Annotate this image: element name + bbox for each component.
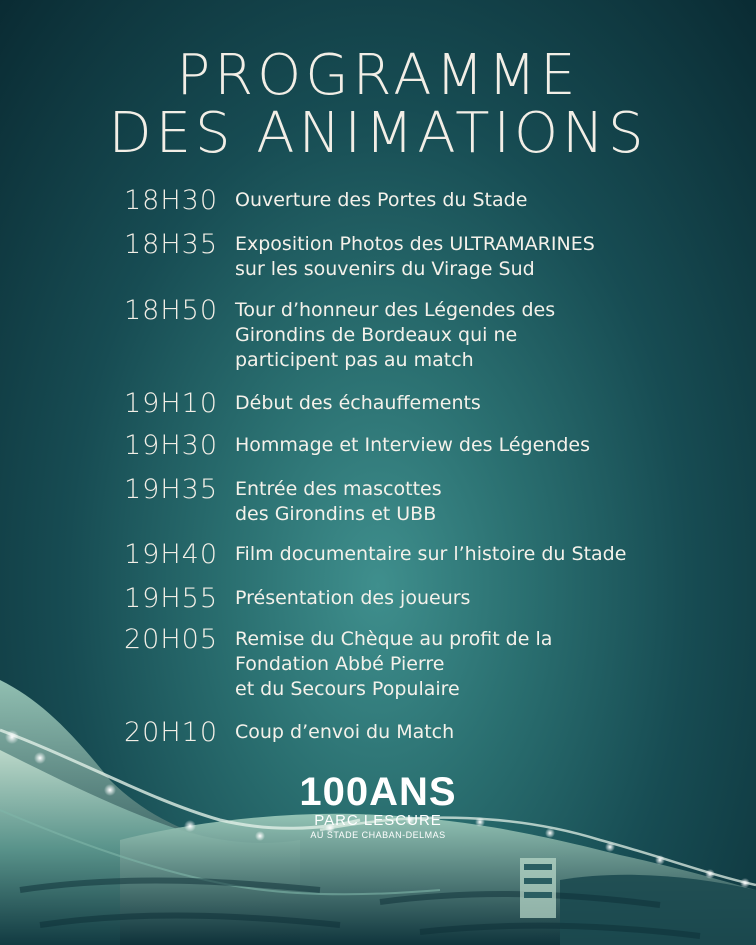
anniversary-logo: 100ANS: [299, 770, 457, 814]
schedule-description-line: participent pas au match: [235, 349, 474, 371]
schedule-description-line: Entrée des mascottes: [235, 478, 442, 500]
schedule-time: 19H30: [123, 430, 218, 461]
schedule-description-line: Hommage et Interview des Légendes: [235, 434, 590, 456]
schedule-description: [235, 391, 715, 416]
schedule-description-line: Ouverture des Portes du Stade: [235, 189, 528, 211]
schedule-description-line: Remise du Chèque au profit de la: [235, 628, 553, 650]
schedule-description: [235, 477, 715, 527]
schedule-time: 18H50: [123, 295, 218, 326]
schedule-description: [235, 720, 715, 745]
logo-tagline: AU STADE CHABAN-DELMAS: [310, 830, 446, 840]
schedule-description-line: Girondins de Bordeaux qui ne: [235, 324, 518, 346]
logo-subtitle: PARC LESCURE: [314, 812, 442, 829]
schedule-time: 20H10: [123, 717, 218, 748]
schedule-description-line: et du Secours Populaire: [235, 678, 460, 700]
schedule-description-line: Tour d’honneur des Légendes des: [235, 299, 556, 321]
schedule-description-line: Coup d’envoi du Match: [235, 721, 455, 743]
poster-title-line-2: DES ANIMATIONS: [108, 101, 648, 166]
schedule-description: [235, 586, 715, 611]
poster-title-line-1: PROGRAMME: [176, 43, 580, 108]
schedule-description-line: Exposition Photos des ULTRAMARINES: [235, 233, 595, 255]
schedule-time: 19H55: [123, 583, 218, 614]
schedule-time: 18H35: [123, 229, 218, 260]
schedule-description-line: Film documentaire sur l’histoire du Stade: [235, 543, 627, 565]
schedule-description: [235, 542, 715, 567]
schedule-description: [235, 298, 715, 373]
schedule-description: [235, 232, 715, 282]
schedule-time: 19H10: [123, 388, 218, 419]
schedule-description-line: Présentation des joueurs: [235, 587, 471, 609]
schedule-description-line: sur les souvenirs du Virage Sud: [235, 258, 535, 280]
schedule-description: [235, 188, 715, 213]
schedule-time: 19H35: [123, 474, 218, 505]
schedule-time: 19H40: [123, 539, 218, 570]
schedule-time: 20H05: [123, 624, 218, 655]
schedule-description-line: Fondation Abbé Pierre: [235, 653, 445, 675]
schedule-time: 18H30: [123, 185, 218, 216]
schedule-description: [235, 433, 715, 458]
schedule-description-line: des Girondins et UBB: [235, 503, 437, 525]
schedule-description-line: Début des échauffements: [235, 392, 481, 414]
schedule-description: [235, 627, 715, 702]
